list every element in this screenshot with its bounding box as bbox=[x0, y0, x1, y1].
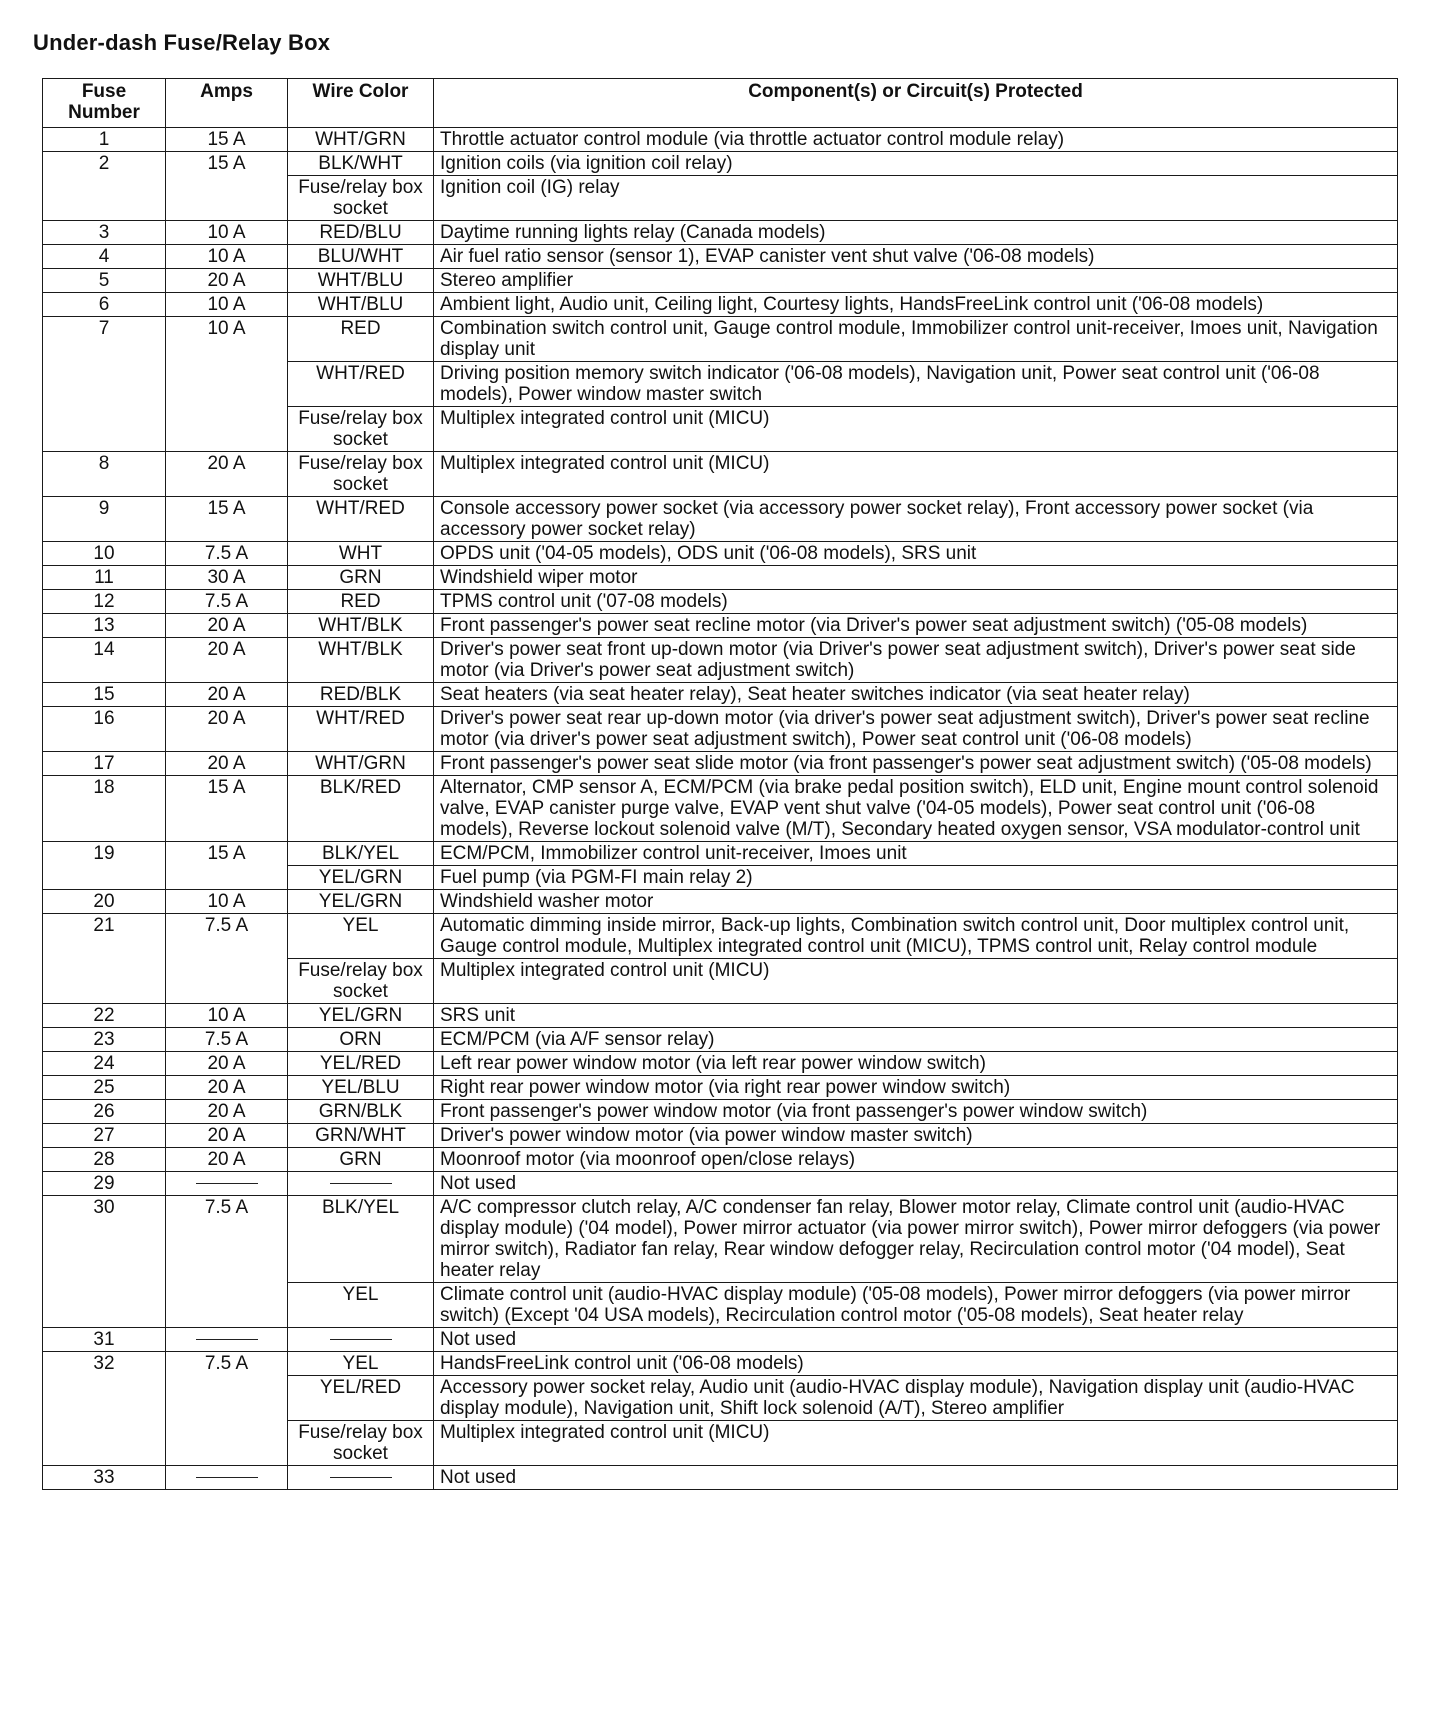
wire-color-cell: WHT/RED bbox=[288, 497, 434, 542]
fuse-number-cell: 17 bbox=[43, 752, 166, 776]
header-component: Component(s) or Circuit(s) Protected bbox=[434, 79, 1398, 128]
component-cell: Windshield wiper motor bbox=[434, 566, 1398, 590]
fuse-number-cell: 19 bbox=[43, 842, 166, 890]
wire-color-cell: YEL bbox=[288, 1283, 434, 1328]
table-row bbox=[43, 590, 1398, 614]
wire-color-cell: BLK/YEL bbox=[288, 842, 434, 866]
table-row bbox=[43, 497, 1398, 542]
amps-cell: 15 A bbox=[166, 776, 288, 842]
amps-cell: 10 A bbox=[166, 1004, 288, 1028]
amps-cell: 10 A bbox=[166, 245, 288, 269]
wire-color-cell: WHT bbox=[288, 542, 434, 566]
amps-cell: 7.5 A bbox=[166, 1352, 288, 1466]
table-row bbox=[43, 1172, 1398, 1196]
amps-cell: 15 A bbox=[166, 152, 288, 221]
table-row bbox=[43, 776, 1398, 842]
wire-color-cell: YEL/GRN bbox=[288, 890, 434, 914]
component-cell: Driving position memory switch indicator ('06-08 models), Navigation unit, Power seat control unit ('06-08 models), Power window master switch bbox=[434, 362, 1398, 407]
component-cell: Combination switch control unit, Gauge control module, Immobilizer control unit-receiver, Imoes unit, Navigation display unit bbox=[434, 317, 1398, 362]
page-title: Under-dash Fuse/Relay Box bbox=[33, 30, 331, 55]
component-cell: HandsFreeLink control unit ('06-08 models) bbox=[434, 1352, 1398, 1376]
wire-color-cell: WHT/RED bbox=[288, 362, 434, 407]
component-cell: Daytime running lights relay (Canada models) bbox=[434, 221, 1398, 245]
wire-color-cell: WHT/GRN bbox=[288, 752, 434, 776]
wire-color-cell: YEL bbox=[288, 914, 434, 959]
table-row bbox=[43, 1352, 1398, 1376]
amps-cell: 15 A bbox=[166, 497, 288, 542]
table-row bbox=[43, 293, 1398, 317]
component-cell: Automatic dimming inside mirror, Back-up lights, Combination switch control unit, Door multiplex control unit, Gauge control module, Multiplex integrated control unit (MICU), TPMS control unit, Relay control module bbox=[434, 914, 1398, 959]
table-row bbox=[43, 752, 1398, 776]
amps-cell: 20 A bbox=[166, 752, 288, 776]
table-row bbox=[43, 452, 1398, 497]
amps-cell: 7.5 A bbox=[166, 1196, 288, 1328]
component-cell: Front passenger's power seat slide motor (via front passenger's power seat adjustment switch) ('05-08 models) bbox=[434, 752, 1398, 776]
component-cell: Front passenger's power seat recline motor (via Driver's power seat adjustment switch) ('05-08 models) bbox=[434, 614, 1398, 638]
component-cell: Not used bbox=[434, 1466, 1398, 1490]
amps-cell: 15 A bbox=[166, 842, 288, 890]
fuse-number-cell: 26 bbox=[43, 1100, 166, 1124]
component-cell: Windshield washer motor bbox=[434, 890, 1398, 914]
component-cell: Multiplex integrated control unit (MICU) bbox=[434, 407, 1398, 452]
fuse-number-cell: 24 bbox=[43, 1052, 166, 1076]
wire-color-cell: Fuse/relay box socket bbox=[288, 959, 434, 1004]
table-row bbox=[43, 1328, 1398, 1352]
not-used-dash bbox=[330, 1183, 392, 1184]
not-used-dash bbox=[330, 1339, 392, 1340]
fuse-number-cell: 33 bbox=[43, 1466, 166, 1490]
amps-cell bbox=[166, 1466, 288, 1490]
table-row bbox=[43, 683, 1398, 707]
wire-color-cell: BLK/WHT bbox=[288, 152, 434, 176]
fuse-number-cell: 23 bbox=[43, 1028, 166, 1052]
wire-color-cell: RED/BLK bbox=[288, 683, 434, 707]
header-amps: Amps bbox=[166, 79, 288, 128]
fuse-number-cell: 2 bbox=[43, 152, 166, 221]
component-cell: ECM/PCM, Immobilizer control unit-receiver, Imoes unit bbox=[434, 842, 1398, 866]
component-cell: Driver's power seat rear up-down motor (via driver's power seat adjustment switch), Driver's power seat recline motor (via driver's power seat adjustment switch), Power seat control unit ('06-08 models) bbox=[434, 707, 1398, 752]
wire-color-cell: GRN bbox=[288, 566, 434, 590]
wire-color-cell: YEL/GRN bbox=[288, 1004, 434, 1028]
not-used-dash bbox=[196, 1477, 258, 1478]
wire-color-cell bbox=[288, 1172, 434, 1196]
wire-color-cell: BLU/WHT bbox=[288, 245, 434, 269]
component-cell: Accessory power socket relay, Audio unit (audio-HVAC display module), Navigation display unit (audio-HVAC display module), Navigation unit, Shift lock solenoid (A/T), Stereo amplifier bbox=[434, 1376, 1398, 1421]
table-row bbox=[43, 1466, 1398, 1490]
wire-color-cell bbox=[288, 1466, 434, 1490]
amps-cell: 7.5 A bbox=[166, 1028, 288, 1052]
amps-cell: 30 A bbox=[166, 566, 288, 590]
amps-cell: 7.5 A bbox=[166, 914, 288, 1004]
amps-cell: 20 A bbox=[166, 614, 288, 638]
amps-cell: 20 A bbox=[166, 452, 288, 497]
fuse-number-cell: 8 bbox=[43, 452, 166, 497]
component-cell: Alternator, CMP sensor A, ECM/PCM (via brake pedal position switch), ELD unit, Engine mount control solenoid valve, EVAP canister purge valve, EVAP vent shut valve ('04-05 models), Power seat control unit ('06-08 models), Reverse lockout solenoid valve (M/T), Secondary heated oxygen sensor, VSA modulator-control unit bbox=[434, 776, 1398, 842]
component-cell: Multiplex integrated control unit (MICU) bbox=[434, 1421, 1398, 1466]
amps-cell: 10 A bbox=[166, 890, 288, 914]
amps-cell: 15 A bbox=[166, 128, 288, 152]
table-row bbox=[43, 614, 1398, 638]
wire-color-cell: Fuse/relay box socket bbox=[288, 176, 434, 221]
fuse-number-cell: 4 bbox=[43, 245, 166, 269]
amps-cell: 7.5 A bbox=[166, 542, 288, 566]
wire-color-cell: YEL/GRN bbox=[288, 866, 434, 890]
wire-color-cell: GRN bbox=[288, 1148, 434, 1172]
amps-cell: 20 A bbox=[166, 683, 288, 707]
component-cell: Moonroof motor (via moonroof open/close relays) bbox=[434, 1148, 1398, 1172]
not-used-dash bbox=[196, 1183, 258, 1184]
wire-color-cell: WHT/BLU bbox=[288, 269, 434, 293]
amps-cell bbox=[166, 1172, 288, 1196]
amps-cell: 20 A bbox=[166, 638, 288, 683]
fuse-number-cell: 30 bbox=[43, 1196, 166, 1328]
wire-color-cell: GRN/WHT bbox=[288, 1124, 434, 1148]
fuse-number-cell: 9 bbox=[43, 497, 166, 542]
header-fuse-number: Fuse Number bbox=[43, 79, 166, 128]
fuse-number-cell: 14 bbox=[43, 638, 166, 683]
amps-cell: 20 A bbox=[166, 707, 288, 752]
table-row bbox=[43, 542, 1398, 566]
fuse-number-cell: 15 bbox=[43, 683, 166, 707]
not-used-dash bbox=[196, 1339, 258, 1340]
wire-color-cell: WHT/BLK bbox=[288, 614, 434, 638]
component-cell: OPDS unit ('04-05 models), ODS unit ('06-08 models), SRS unit bbox=[434, 542, 1398, 566]
component-cell: Multiplex integrated control unit (MICU) bbox=[434, 959, 1398, 1004]
fuse-number-cell: 16 bbox=[43, 707, 166, 752]
component-cell: Right rear power window motor (via right rear power window switch) bbox=[434, 1076, 1398, 1100]
component-cell: Driver's power seat front up-down motor (via Driver's power seat adjustment switch), Driver's power seat side motor (via Driver's power seat adjustment switch) bbox=[434, 638, 1398, 683]
wire-color-cell: GRN/BLK bbox=[288, 1100, 434, 1124]
component-cell: Seat heaters (via seat heater relay), Seat heater switches indicator (via seat heater relay) bbox=[434, 683, 1398, 707]
component-cell: Console accessory power socket (via accessory power socket relay), Front accessory power socket (via accessory power socket relay) bbox=[434, 497, 1398, 542]
table-row bbox=[43, 1124, 1398, 1148]
wire-color-cell: YEL/RED bbox=[288, 1052, 434, 1076]
fuse-number-cell: 32 bbox=[43, 1352, 166, 1466]
table-row bbox=[43, 1100, 1398, 1124]
table-row bbox=[43, 128, 1398, 152]
component-cell: Ignition coil (IG) relay bbox=[434, 176, 1398, 221]
amps-cell: 7.5 A bbox=[166, 590, 288, 614]
wire-color-cell: WHT/RED bbox=[288, 707, 434, 752]
wire-color-cell: Fuse/relay box socket bbox=[288, 1421, 434, 1466]
wire-color-cell: ORN bbox=[288, 1028, 434, 1052]
fuse-number-cell: 27 bbox=[43, 1124, 166, 1148]
table-row bbox=[43, 269, 1398, 293]
component-cell: Air fuel ratio sensor (sensor 1), EVAP canister vent shut valve ('06-08 models) bbox=[434, 245, 1398, 269]
amps-cell: 20 A bbox=[166, 269, 288, 293]
amps-cell: 10 A bbox=[166, 293, 288, 317]
table-row bbox=[43, 890, 1398, 914]
table-row bbox=[43, 707, 1398, 752]
fuse-number-cell: 11 bbox=[43, 566, 166, 590]
table-row bbox=[43, 1028, 1398, 1052]
fuse-number-cell: 7 bbox=[43, 317, 166, 452]
wire-color-cell: YEL/RED bbox=[288, 1376, 434, 1421]
wire-color-cell: WHT/BLU bbox=[288, 293, 434, 317]
fuse-number-cell: 29 bbox=[43, 1172, 166, 1196]
wire-color-cell: RED bbox=[288, 590, 434, 614]
fuse-number-cell: 12 bbox=[43, 590, 166, 614]
fuse-number-cell: 18 bbox=[43, 776, 166, 842]
fuse-number-cell: 31 bbox=[43, 1328, 166, 1352]
amps-cell: 20 A bbox=[166, 1124, 288, 1148]
wire-color-cell: RED bbox=[288, 317, 434, 362]
amps-cell: 20 A bbox=[166, 1100, 288, 1124]
wire-color-cell: WHT/GRN bbox=[288, 128, 434, 152]
fuse-table-body bbox=[43, 128, 1398, 1490]
table-row bbox=[43, 1004, 1398, 1028]
amps-cell: 20 A bbox=[166, 1076, 288, 1100]
table-row bbox=[43, 1052, 1398, 1076]
table-row bbox=[43, 638, 1398, 683]
component-cell: Multiplex integrated control unit (MICU) bbox=[434, 452, 1398, 497]
fuse-number-cell: 21 bbox=[43, 914, 166, 1004]
component-cell: Throttle actuator control module (via throttle actuator control module relay) bbox=[434, 128, 1398, 152]
table-row bbox=[43, 1196, 1398, 1283]
wire-color-cell: BLK/RED bbox=[288, 776, 434, 842]
not-used-dash bbox=[330, 1477, 392, 1478]
component-cell: Ignition coils (via ignition coil relay) bbox=[434, 152, 1398, 176]
amps-cell: 10 A bbox=[166, 221, 288, 245]
fuse-table bbox=[42, 78, 1398, 1490]
fuse-number-cell: 5 bbox=[43, 269, 166, 293]
amps-cell: 20 A bbox=[166, 1052, 288, 1076]
table-row bbox=[43, 842, 1398, 866]
fuse-number-cell: 1 bbox=[43, 128, 166, 152]
table-row bbox=[43, 914, 1398, 959]
fuse-number-cell: 6 bbox=[43, 293, 166, 317]
component-cell: A/C compressor clutch relay, A/C condenser fan relay, Blower motor relay, Climate control unit (audio-HVAC display module) ('04 model), Power mirror actuator (via power mirror switch), Power mirror defoggers (via power mirror switch), Radiator fan relay, Rear window defogger relay, Recirculation control motor ('04 model), Seat heater relay bbox=[434, 1196, 1398, 1283]
fuse-number-cell: 22 bbox=[43, 1004, 166, 1028]
wire-color-cell bbox=[288, 1328, 434, 1352]
component-cell: ECM/PCM (via A/F sensor relay) bbox=[434, 1028, 1398, 1052]
component-cell: Front passenger's power window motor (via front passenger's power window switch) bbox=[434, 1100, 1398, 1124]
amps-cell: 20 A bbox=[166, 1148, 288, 1172]
table-header-row bbox=[43, 79, 1398, 128]
wire-color-cell: YEL/BLU bbox=[288, 1076, 434, 1100]
wire-color-cell: YEL bbox=[288, 1352, 434, 1376]
amps-cell bbox=[166, 1328, 288, 1352]
wire-color-cell: BLK/YEL bbox=[288, 1196, 434, 1283]
table-row bbox=[43, 1076, 1398, 1100]
header-wire-color: Wire Color bbox=[288, 79, 434, 128]
table-row bbox=[43, 317, 1398, 362]
wire-color-cell: RED/BLU bbox=[288, 221, 434, 245]
component-cell: Ambient light, Audio unit, Ceiling light, Courtesy lights, HandsFreeLink control unit ('06-08 models) bbox=[434, 293, 1398, 317]
table-row bbox=[43, 1148, 1398, 1172]
fuse-number-cell: 13 bbox=[43, 614, 166, 638]
fuse-number-cell: 25 bbox=[43, 1076, 166, 1100]
component-cell: SRS unit bbox=[434, 1004, 1398, 1028]
component-cell: Driver's power window motor (via power window master switch) bbox=[434, 1124, 1398, 1148]
fuse-number-cell: 20 bbox=[43, 890, 166, 914]
fuse-number-cell: 28 bbox=[43, 1148, 166, 1172]
component-cell: Not used bbox=[434, 1172, 1398, 1196]
fuse-number-cell: 10 bbox=[43, 542, 166, 566]
table-row bbox=[43, 566, 1398, 590]
amps-cell: 10 A bbox=[166, 317, 288, 452]
component-cell: TPMS control unit ('07-08 models) bbox=[434, 590, 1398, 614]
wire-color-cell: Fuse/relay box socket bbox=[288, 407, 434, 452]
table-row bbox=[43, 221, 1398, 245]
wire-color-cell: WHT/BLK bbox=[288, 638, 434, 683]
fuse-number-cell: 3 bbox=[43, 221, 166, 245]
component-cell: Stereo amplifier bbox=[434, 269, 1398, 293]
component-cell: Fuel pump (via PGM-FI main relay 2) bbox=[434, 866, 1398, 890]
component-cell: Climate control unit (audio-HVAC display module) ('05-08 models), Power mirror defoggers (via power mirror switch) (Except '04 USA models), Recirculation control motor ('05-08 models), Seat heater relay bbox=[434, 1283, 1398, 1328]
table-row bbox=[43, 245, 1398, 269]
component-cell: Left rear power window motor (via left rear power window switch) bbox=[434, 1052, 1398, 1076]
table-row bbox=[43, 152, 1398, 176]
component-cell: Not used bbox=[434, 1328, 1398, 1352]
wire-color-cell: Fuse/relay box socket bbox=[288, 452, 434, 497]
